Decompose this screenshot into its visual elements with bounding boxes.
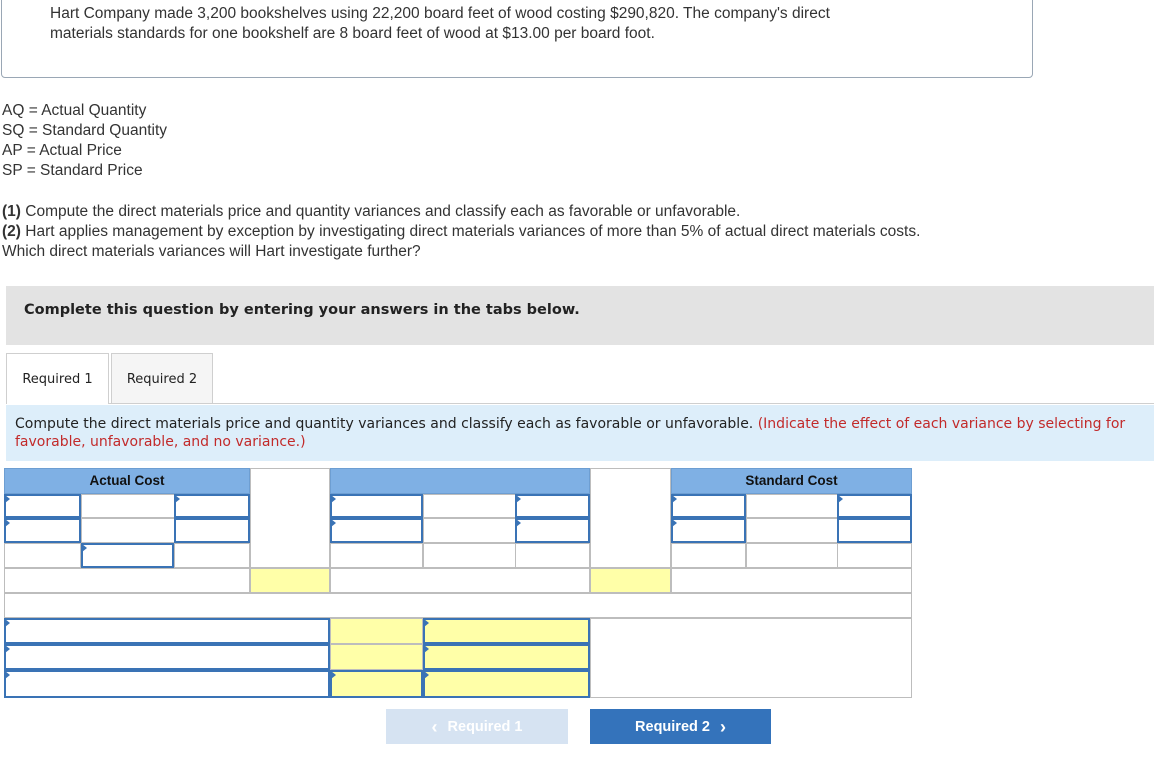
question-2 [2,222,1142,242]
spacer-column-2 [590,468,671,568]
question-2-label: (2) [2,223,21,240]
actual-cost-label-input-1[interactable] [4,494,81,518]
problem-line-1: Hart Company made 3,200 bookshelves using 22,200 board feet of wood costing $290,820. The company's direct [50,5,830,22]
definition-ap: AP = Actual Price [2,142,122,159]
variance-amount-input-3[interactable] [330,670,423,698]
variance-effect-select-3[interactable] [423,670,590,698]
variance-label-input-1[interactable] [4,618,330,644]
variance-amount-input-1[interactable] [330,618,423,644]
standard-cost-blank-3b [746,543,838,568]
question-1 [2,202,1142,222]
standard-cost-blank-3a [671,543,746,568]
middle-input-1c[interactable] [515,494,590,518]
standard-cost-blank-3c [837,543,912,568]
prompt-bar [6,405,1154,461]
dropdown-arrow-icon [516,495,521,503]
quantity-variance-amount-cell[interactable] [590,568,671,593]
middle-total-cell [330,568,590,593]
dropdown-arrow-icon [331,519,336,527]
standard-cost-label-input-1[interactable] [671,494,746,518]
prompt-main: Compute the direct materials price and quantity variances and classify each as favorable or unfavorable. [15,416,758,432]
middle-input-2c[interactable] [515,518,590,543]
middle-header [330,468,590,494]
variance-effect-select-2[interactable] [423,644,590,670]
actual-cost-label-input-2[interactable] [4,518,81,543]
instruction-text: Complete this question by entering your answers in the tabs below. [24,302,580,318]
actual-cost-input-1b[interactable] [174,494,250,518]
middle-blank-3c [515,543,590,568]
middle-blank-3b [423,543,516,568]
question-1-label: (1) [2,203,21,220]
dropdown-arrow-icon [5,519,10,527]
variance-summary-blank [590,618,912,698]
dropdown-arrow-icon [5,495,10,503]
dropdown-arrow-icon [175,495,180,503]
tab-required-2[interactable]: Required 2 [111,353,213,404]
actual-cost-value-cell-2 [81,518,175,543]
middle-value-cell-2 [423,518,516,543]
prompt-text [15,416,1154,451]
definitions [2,101,167,181]
actual-cost-header: Actual Cost [4,468,250,494]
dropdown-arrow-icon [331,671,336,679]
tab-required-1[interactable]: Required 1 [6,353,109,404]
dropdown-arrow-icon [5,619,10,627]
standard-cost-input-2c[interactable] [837,518,912,543]
standard-cost-header: Standard Cost [671,468,912,494]
variance-label-input-2[interactable] [4,644,330,670]
tab-divider [109,403,1154,404]
definition-sq: SQ = Standard Quantity [2,122,167,139]
standard-cost-input-1c[interactable] [837,494,912,518]
problem-text [50,4,1010,44]
next-button-label: Required 2 [635,718,710,735]
dropdown-arrow-icon [838,495,843,503]
dropdown-arrow-icon [424,619,429,627]
middle-label-input-2[interactable] [330,518,423,543]
actual-cost-input-2b[interactable] [174,518,250,543]
variance-amount-input-2[interactable] [330,644,423,670]
dropdown-arrow-icon [672,519,677,527]
actual-cost-blank-3 [4,543,81,568]
actual-cost-value-cell-1 [81,494,175,518]
chevron-left-icon: ‹ [431,716,438,737]
dropdown-arrow-icon [516,519,521,527]
actual-cost-blank-3c [174,543,250,568]
middle-blank-3a [330,543,423,568]
spacer-column-1 [250,468,330,568]
problem-box [1,0,1033,78]
middle-value-cell-1 [423,494,516,518]
actual-cost-input-3[interactable] [81,543,174,568]
dropdown-arrow-icon [672,495,677,503]
dropdown-arrow-icon [424,645,429,653]
prompt-hint: (Indicate the effect of each variance by selecting for favorable, unfavorable, and no variance.) [15,416,1126,450]
separator-row [4,593,912,618]
standard-cost-total-cell [671,568,912,593]
variance-effect-select-1[interactable] [423,618,590,644]
previous-required-button[interactable] [386,709,568,744]
standard-cost-label-input-2[interactable] [671,518,746,543]
problem-line-2: materials standards for one bookshelf are 8 board feet of wood at $13.00 per board foot. [50,25,655,42]
previous-button-label: Required 1 [447,718,523,735]
actual-cost-total-cell [4,568,250,593]
dropdown-arrow-icon [5,671,10,679]
question-2-text: Hart applies management by exception by investigating direct materials variances of more than 5% of actual direct materials costs. [20,223,921,240]
standard-cost-value-cell-2 [746,518,838,543]
next-required-button[interactable] [590,709,771,744]
chevron-right-icon: › [719,716,726,737]
middle-label-input-1[interactable] [330,494,423,518]
price-variance-amount-cell[interactable] [250,568,330,593]
instruction-bar [6,286,1154,345]
dropdown-arrow-icon [82,544,87,552]
questions [2,202,1142,262]
dropdown-arrow-icon [424,671,429,679]
question-2-line-2: Which direct materials variances will Hart investigate further? [2,243,421,260]
dropdown-arrow-icon [5,645,10,653]
question-1-text: Compute the direct materials price and quantity variances and classify each as favorable or unfavorable. [20,203,741,220]
dropdown-arrow-icon [331,495,336,503]
definition-sp: SP = Standard Price [2,162,143,179]
variance-label-input-3[interactable] [4,670,330,698]
standard-cost-value-cell-1 [746,494,838,518]
definition-aq: AQ = Actual Quantity [2,102,147,119]
